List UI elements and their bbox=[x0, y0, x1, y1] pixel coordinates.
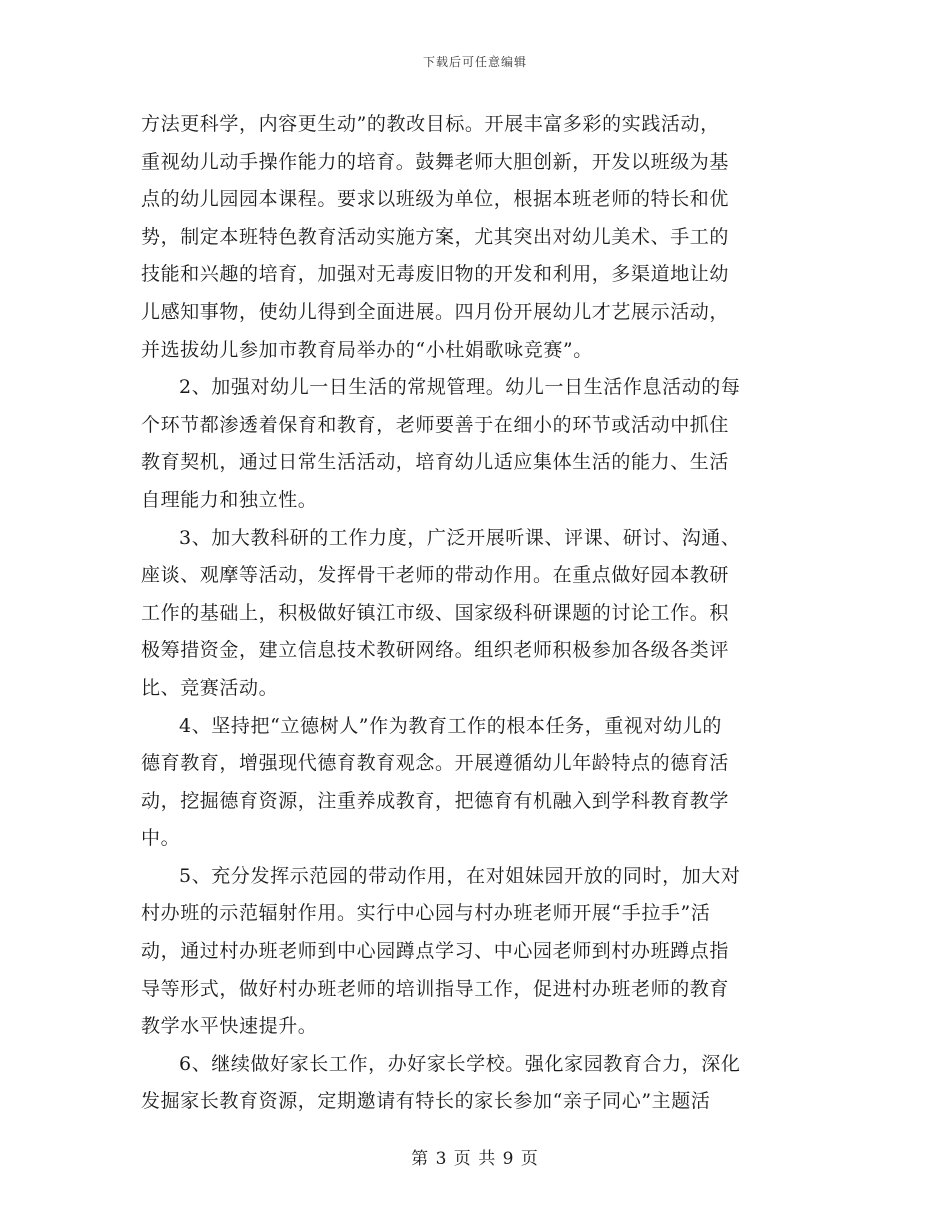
paragraph-start-line: 4、坚持把“立德树人”作为教育工作的根本任务，重视对幼儿的 bbox=[179, 714, 722, 737]
body-line: 重视幼儿动手操作能力的培育。鼓舞老师大胆创新，开发以班级为基 bbox=[141, 150, 730, 173]
body-line: 德育教育，增强现代德育教育观念。开展遵循幼儿年龄特点的德育活 bbox=[141, 752, 730, 775]
body-line: 导等形式，做好村办班老师的培训指导工作，促进村办班老师的教育 bbox=[141, 977, 730, 1000]
body-line: 技能和兴趣的培育，加强对无毒废旧物的开发和利用，多渠道地让幼 bbox=[141, 263, 730, 286]
document-body bbox=[141, 106, 811, 1121]
paragraph-start-line: 3、加大教科研的工作力度，广泛开展听课、评课、研讨、沟通、 bbox=[179, 526, 741, 549]
paragraph-start-line: 2、加强对幼儿一日生活的常规管理。幼儿一日生活作息活动的每 bbox=[179, 376, 741, 399]
body-line: 点的幼儿园园本课程。要求以班级为单位，根据本班老师的特长和优 bbox=[141, 188, 730, 211]
body-line: 发掘家长教育资源，定期邀请有特长的家长参加“亲子同心”主题活 bbox=[141, 1090, 711, 1113]
body-line: 座谈、观摩等活动，发挥骨干老师的带动作用。在重点做好园本教研 bbox=[141, 564, 730, 587]
page-number-footer: 第 3 页 共 9 页 bbox=[411, 1149, 539, 1169]
body-line: 方法更科学，内容更生动”的教改目标。开展丰富多彩的实践活动， bbox=[141, 113, 720, 135]
page-header: 下载后可任意编辑 bbox=[422, 55, 527, 69]
body-line: 教学水平快速提升。 bbox=[141, 1015, 318, 1038]
body-line: 教育契机，通过日常生活活动，培育幼儿适应集体生活的能力、生活 bbox=[141, 451, 730, 474]
body-line: 村办班的示范辐射作用。实行中心园与村办班老师开展“手拉手”活 bbox=[141, 902, 711, 925]
body-line: 个环节都渗透着保育和教育，老师要善于在细小的环节或活动中抓住 bbox=[141, 413, 730, 436]
body-line: 极筹措资金，建立信息技术教研网络。组织老师积极参加各级各类评 bbox=[141, 639, 730, 662]
paragraph-start-line: 6、继续做好家长工作，办好家长学校。强化家园教育合力，深化 bbox=[179, 1052, 741, 1075]
body-line: 动，通过村办班老师到中心园蹲点学习、中心园老师到村办班蹲点指 bbox=[141, 940, 730, 963]
body-line: 比、竞赛活动。 bbox=[141, 676, 279, 699]
body-line: 工作的基础上，积极做好镇江市级、国家级科研课题的讨论工作。积 bbox=[141, 601, 730, 624]
paragraph-start-line: 5、充分发挥示范园的带动作用，在对姐妹园开放的同时，加大对 bbox=[179, 864, 741, 887]
body-line: 中。 bbox=[141, 827, 181, 850]
body-line: 自理能力和独立性。 bbox=[141, 488, 318, 511]
body-line: 动，挖掘德育资源，注重养成教育，把德育有机融入到学科教育教学 bbox=[141, 789, 730, 812]
body-line: 势，制定本班特色教育活动实施方案，尤其突出对幼儿美术、手工的 bbox=[141, 225, 730, 248]
body-line: 儿感知事物，使幼儿得到全面进展。四月份开展幼儿才艺展示活动， bbox=[141, 300, 730, 323]
body-line: 并选拔幼儿参加市教育局举办的“小杜娟歌咏竞赛”。 bbox=[141, 338, 593, 361]
